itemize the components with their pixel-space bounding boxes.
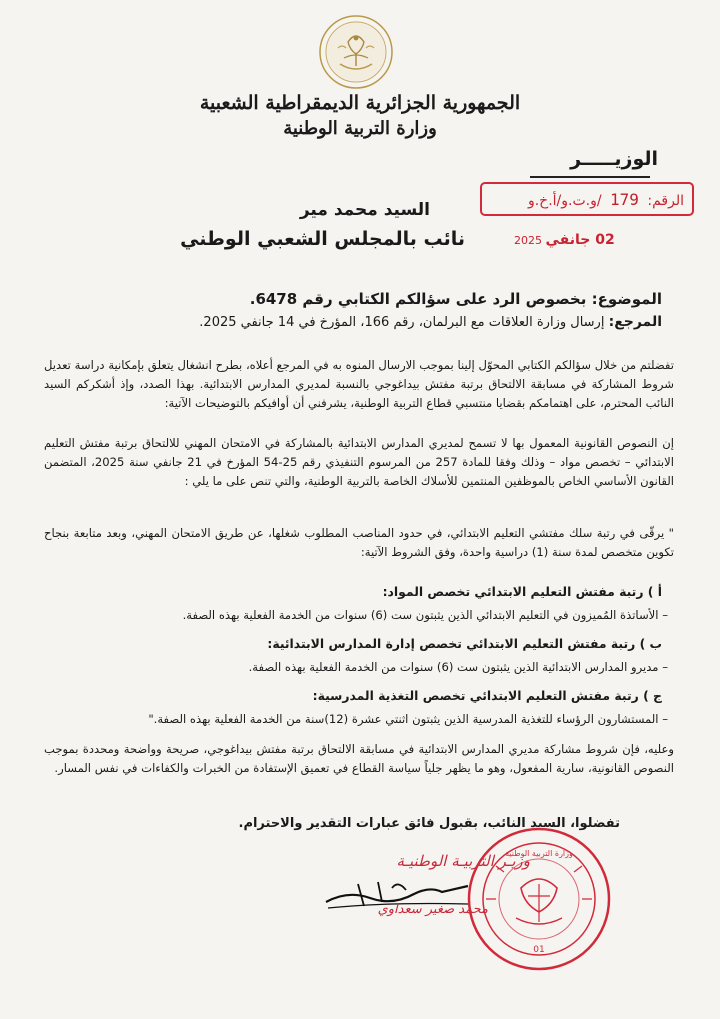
minister-underline bbox=[530, 176, 650, 178]
republic-name: الجمهورية الجزائرية الديمقراطية الشعبية bbox=[199, 92, 521, 114]
body-paragraph-2: إن النصوص القانونية المعمول بها لا تسمح لمديري المدارس الابتدائية بالمشاركة في الامتحان المهني للالتحاق برتبة مفتش التعليم الابتدائي – تخصص مواد – وذلك وفقا للمادة 257 من المرسوم التنفيذي رقم 25-54 المؤرخ في 21 جانفي سنة 2025، المتضمن القانون الأساسي الخاص بالموظفين المنتمين للأسلاك الخاصة بالتربية الوطنية، والتي تنص على ما يلي : bbox=[44, 436, 674, 488]
national-emblem-icon bbox=[318, 14, 394, 90]
addressee-name: السيد محمد مير bbox=[299, 200, 430, 220]
official-stamp-icon bbox=[466, 826, 612, 972]
condition-c-heading: ج ) رتبة مفتش التعليم الابتدائي تخصص التغذية المدرسية: bbox=[312, 688, 662, 703]
ministry-name: وزارة التربية الوطنية bbox=[283, 118, 437, 139]
reference-line-label: المرجع: bbox=[608, 314, 662, 330]
condition-b-text: – مديرو المدارس الابتدائية الذين يثبتون ست (6) سنوات من الخدمة الفعلية بهذه الصفة. bbox=[248, 660, 668, 674]
closing-line: تفضلوا، السيد النائب، بقبول فائق عبارات التقدير والاحترام. bbox=[238, 816, 620, 831]
stamp-number: 01 bbox=[533, 945, 545, 955]
reference-number-box bbox=[480, 182, 694, 216]
body-paragraph-1: تفضلتم من خلال سؤالكم الكتابي المحوّل إلينا بموجب الارسال المنوه به في المرجع أعلاه، بطرح انشغال يتعلق بإمكانية دراسة تعديل شروط المشاركة في مسابقة الالتحاق برتبة مفتش بيداغوجي بالنسبة لمديري المدارس الابتدائية. بهذا الصدد، وإذ أشكركم السيد النائب المحترم، على اهتمامكم بقضايا منتسبي قطاع التربية الوطنية، يشرفني أن أوافيكم بالتوضيحات الآتية: bbox=[44, 358, 674, 410]
date-year: 2025 bbox=[514, 234, 542, 247]
date-day-month: 02 جانفي bbox=[545, 232, 615, 248]
subject-label: الموضوع: bbox=[591, 290, 662, 308]
stamp-text: وزارة التربية الوطنية bbox=[505, 849, 573, 858]
signatory-title: وزيـر التربيـة الوطنيـة bbox=[396, 852, 530, 870]
reference-suffix: /و.ت.و/أ.خ.و bbox=[527, 193, 602, 209]
reference-number: 179 bbox=[610, 190, 639, 209]
minister-heading: الوزيـــــر bbox=[570, 148, 658, 170]
body-paragraph-3: " يرقّى في رتبة سلك مفتشي التعليم الابتدائي، في حدود المناصب المطلوب شغلها، عن طريق الامتحان المهني، وبعد متابعة بنجاح تكوين متخصص لمدة سنة (1) دراسية واحدة، وفق الشروط الآتية: bbox=[44, 526, 674, 559]
condition-a-text: – الأساتذة المُميزون في التعليم الابتدائي الذين يثبتون ست (6) سنوات من الخدمة الفعلية بهذه الصفة. bbox=[182, 608, 668, 622]
reference-label: الرقم: bbox=[647, 193, 684, 209]
body-paragraph-4: وعليه، فإن شروط مشاركة مديري المدارس الابتدائية في مسابقة الالتحاق برتبة مفتش بيداغوجي، صريحة وواضحة ومحددة بموجب النصوص القانونية، سارية المفعول، وهو ما يظهر جلياً سياسة القطاع في تعميق الإستفادة من الخبرات والكفاءات في نفس المسار. bbox=[44, 742, 674, 775]
signatory-name: محمد صغير سعداوي bbox=[377, 902, 488, 917]
date-stamp bbox=[514, 232, 615, 248]
reference-line-text: إرسال وزارة العلاقات مع البرلمان، رقم 166، المؤرخ في 14 جانفي 2025. bbox=[199, 315, 605, 330]
reference-line bbox=[199, 314, 662, 330]
subject-text: بخصوص الرد على سؤالكم الكتابي رقم 6478. bbox=[249, 290, 587, 308]
addressee-title: نائب بالمجلس الشعبي الوطني bbox=[180, 228, 465, 250]
condition-c-text: – المستشارون الرؤساء للتغذية المدرسية الذين يثبتون اثنتي عشرة (12)سنة من الخدمة الفعلية بهذه الصفة." bbox=[148, 712, 668, 726]
condition-b-heading: ب ) رتبة مفتش التعليم الابتدائي تخصص إدارة المدارس الابتدائية: bbox=[267, 636, 662, 651]
condition-a-heading: أ ) رتبة مفتش التعليم الابتدائي تخصص المواد: bbox=[382, 584, 662, 599]
subject-line bbox=[250, 290, 662, 308]
